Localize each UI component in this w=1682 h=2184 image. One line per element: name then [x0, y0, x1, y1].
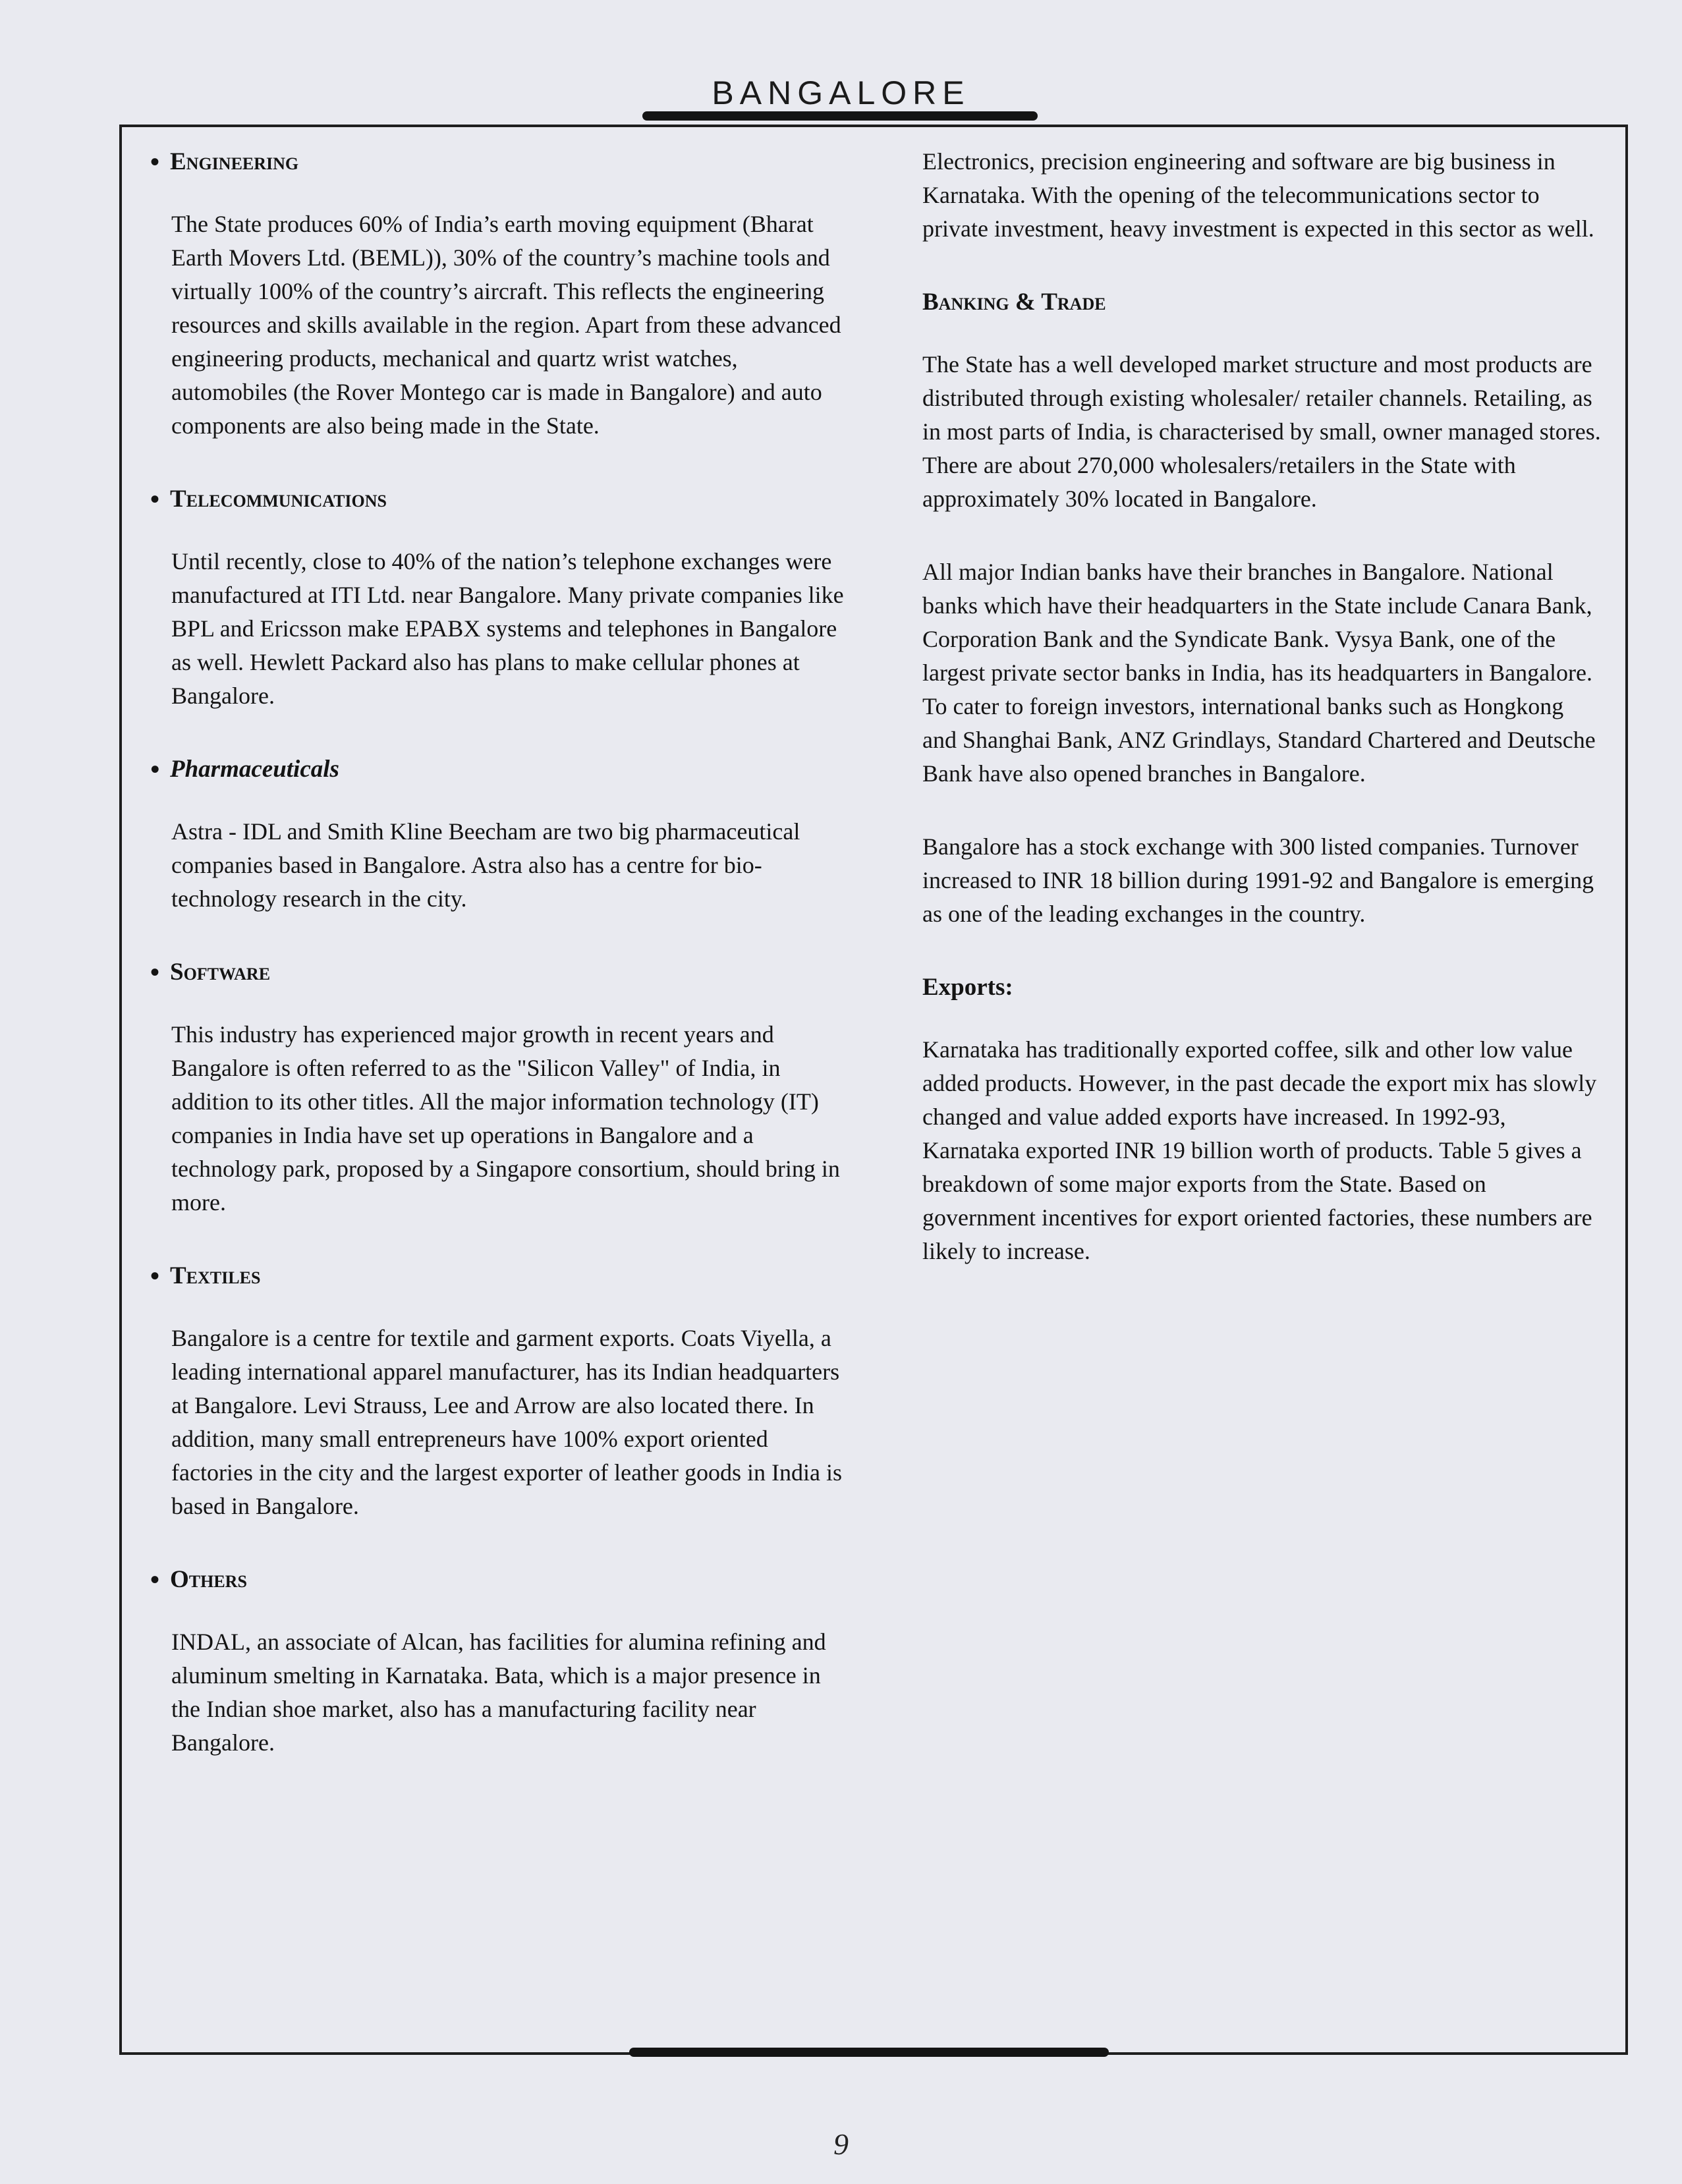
section-pharmaceuticals	[150, 752, 849, 916]
section-heading: Others	[170, 1566, 247, 1593]
section-heading: Telecommunications	[170, 486, 387, 513]
section-body: Astra - IDL and Smith Kline Beecham are two big pharmaceutical companies based in Bangalore. Astra also has a centre for bio-technology research in the city.	[171, 818, 800, 912]
section-body: INDAL, an associate of Alcan, has facilities for alumina refining and aluminum smelting in Karnataka. Bata, which is a major presence in the Indian shoe market, also has a manufacturing facility near Bangalore.	[171, 1629, 826, 1756]
section-engineering	[150, 145, 849, 443]
exports-heading: Exports:	[922, 974, 1013, 1001]
section-telecommunications	[150, 482, 849, 713]
bullet-icon: •	[150, 484, 160, 514]
banking-trade-heading: Banking & Trade	[922, 289, 1106, 316]
section-body: The State produces 60% of India’s earth moving equipment (Bharat Earth Movers Ltd. (BEML)), 30% of the country’s machine tools and virtually 100% of the country’s aircraft. This reflects the engineering resources and skills available in the region. Apart from these advanced engineering products, mechanical and quartz wrist watches, automobiles (the Rover Montego car is made in Bangalore) and auto components are also being made in the State.	[171, 211, 841, 439]
exports-paragraph: Karnataka has traditionally exported coffee, silk and other low value added products. However, in the past decade the export mix has slowly changed and value added exports have increased. In 1992-93, Karnataka exported INR 19 billion worth of products. Table 5 gives a breakdown of some major exports from the State. Based on government incentives for export oriented factories, these numbers are likely to increase.	[922, 1036, 1597, 1264]
section-heading: Textiles	[170, 1262, 261, 1289]
section-heading: Pharmaceuticals	[170, 756, 339, 783]
section-others	[150, 1563, 849, 1760]
bullet-icon: •	[150, 957, 160, 987]
section-heading: Software	[170, 959, 271, 986]
section-body: This industry has experienced major growth in recent years and Bangalore is often referred to as the "Silicon Valley" of India, in addition to its other titles. All the major information technology (IT) companies in India have set up operations in Bangalore and a technology park, proposed by a Singapore consortium, should bring in more.	[171, 1021, 840, 1216]
section-heading: Engineering	[170, 148, 299, 175]
bullet-icon: •	[150, 1565, 160, 1594]
section-body: Bangalore is a centre for textile and garment exports. Coats Viyella, a leading international apparel manufacturer, has its Indian headquarters at Bangalore. Levi Strauss, Lee and Arrow are also located there. In addition, many small entrepreneurs have 100% export oriented factories in the city and the largest exporter of leather goods in India is based in Bangalore.	[171, 1325, 843, 1519]
page-number: 9	[833, 2127, 849, 2161]
banking-paragraph-2: All major Indian banks have their branches in Bangalore. National banks which have their headquarters in the State include Canara Bank, Corporation Bank and the Syndicate Bank. Vysya Bank, one of the largest private sector banks in India, has its headquarters in Bangalore. To cater to foreign investors, international banks such as Hongkong and Shanghai Bank, ANZ Grindlays, Standard Chartered and Deutsche Bank have also opened branches in Bangalore.	[922, 559, 1596, 787]
banking-paragraph-3: Bangalore has a stock exchange with 300 listed companies. Turnover increased to INR 18 billion during 1991-92 and Bangalore is emerging as one of the leading exchanges in the country.	[922, 833, 1594, 927]
bullet-icon: •	[150, 147, 160, 177]
section-software	[150, 955, 849, 1219]
right-column	[922, 145, 1601, 1308]
page-title: BANGALORE	[712, 74, 970, 111]
banking-paragraph-1: The State has a well developed market structure and most products are distributed through existing wholesaler/ retailer channels. Retailing, as in most parts of India, is characterised by small, owner managed stores. There are about 270,000 wholesalers/retailers in the State with approximately 30% located in Bangalore.	[922, 351, 1601, 512]
section-textiles	[150, 1259, 849, 1523]
section-body: Until recently, close to 40% of the nation’s telephone exchanges were manufactured at ITI Ltd. near Bangalore. Many private companies like BPL and Ericsson make EPABX systems and telephones in Bangalore as well. Hewlett Packard also has plans to make cellular phones at Bangalore.	[171, 548, 844, 709]
bullet-icon: •	[150, 754, 160, 784]
header-rule	[642, 111, 1038, 121]
electronics-paragraph: Electronics, precision engineering and software are big business in Karnataka. With the opening of the telecommunications sector to private investment, heavy investment is expected in this sector as well.	[922, 148, 1594, 242]
bullet-icon: •	[150, 1261, 160, 1291]
footer-rule	[629, 2048, 1109, 2057]
left-column	[150, 145, 849, 1799]
